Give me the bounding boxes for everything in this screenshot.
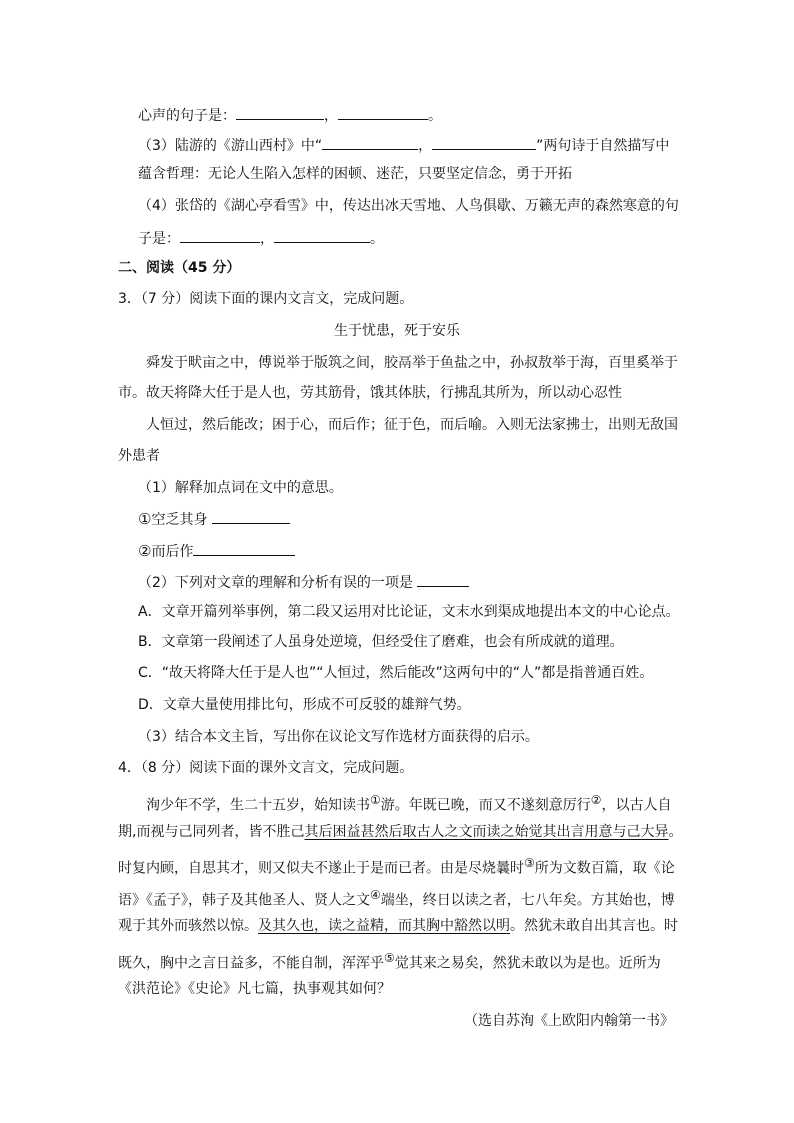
q3-option-c: C．“故天将降大任于是人也”“人恒过，然后能改”这两句中的“人”都是指普通百姓。 xyxy=(138,665,654,681)
q3-sub-2-text: （2）下列对文章的理解和分析有误的一项是 xyxy=(138,575,413,591)
q2-i4-text: （4）张岱的《湖心亭看雪》中，传达出冰天雪地、人鸟俱歇、万籁无声的森然寒意的句 xyxy=(138,198,679,214)
answer-blank[interactable] xyxy=(432,134,536,150)
q4-passage-line xyxy=(118,948,661,972)
q3-option-b: B．文章第一段阐述了人虽身处逆境，但经受住了磨难，也会有所成就的道理。 xyxy=(138,634,624,650)
answer-blank[interactable] xyxy=(236,104,324,120)
q4-text: 所为文数百篇，取《论 xyxy=(534,860,675,877)
q4-passage-line xyxy=(118,885,675,909)
q3-passage-line: 人恒过，然后能改；困于心，而后作；征于色，而后喻。入则无法家拂士，出则无敌国 xyxy=(146,417,678,433)
comma: ， xyxy=(418,138,433,154)
footnote-mark: ② xyxy=(590,793,602,807)
q3-sub-1a xyxy=(138,508,290,528)
q4-passage-line xyxy=(118,822,682,842)
q2-item-4 xyxy=(138,196,679,216)
comma: ， xyxy=(260,231,274,247)
q3-sub-1a-text: 空乏其身 xyxy=(151,512,208,528)
circled-number: ① xyxy=(138,510,152,528)
q3-passage-title: 生于忧患，死于安乐 xyxy=(334,323,460,339)
q4-text: ，以古人自 xyxy=(601,797,672,814)
q2-i4-cont-text: 子是： xyxy=(138,231,180,247)
q4-text: 观于其外而骇然以惊。 xyxy=(118,918,258,934)
q2-line-1 xyxy=(138,104,442,124)
section-heading: 二、阅读（45 分） xyxy=(118,260,241,276)
q3-heading: 3．（7 分）阅读下面的课内文言文，完成问题。 xyxy=(118,291,414,307)
underlined-sentence: 其后困益甚然后取古人之文而读之始觉其出言用意与己大异 xyxy=(304,824,669,840)
q4-passage-line xyxy=(146,790,672,814)
q2-i3-tail: ”两句诗于自然描写中 xyxy=(536,138,670,154)
q4-text: 。 xyxy=(668,824,683,840)
q4-text: 语》《孟子》，韩子及其他圣人、贤人之文 xyxy=(118,892,370,909)
period: 。 xyxy=(370,231,384,247)
q4-passage-line: 《洪范论》《史论》凡七篇，执事观其如何？ xyxy=(118,981,391,997)
q4-text: 觉其来之易矣，然犹未敢以为是也。近所为 xyxy=(394,955,661,972)
period: 。 xyxy=(428,108,442,124)
q4-text: 期,而视与己同列者，皆不胜己 xyxy=(118,824,305,840)
q3-sub-1: （1）解释加点词在文中的意思。 xyxy=(138,480,343,496)
q2-item-4-cont xyxy=(138,227,384,247)
comma: ， xyxy=(324,108,338,124)
q4-passage-line xyxy=(118,916,678,936)
q4-text: 游。年既已晚，而又不遂刻意厉行 xyxy=(380,797,591,814)
footnote-mark: ③ xyxy=(524,856,535,870)
answer-blank[interactable] xyxy=(274,227,370,243)
q2-i3-cont-text: 蕴含哲理：无论人生陷入怎样的困顿、迷茫，只要坚定信念，勇于开拓 xyxy=(138,166,572,182)
q3-passage-line: 外患者 xyxy=(118,448,160,464)
q4-text: 端坐，终日以读之者，七八年矣。方其始也，博 xyxy=(380,892,675,909)
footnote-mark: ④ xyxy=(370,888,381,902)
q4-text: 洵少年不学，生二十五岁，始知读书 xyxy=(146,797,370,814)
footnote-mark: ⑤ xyxy=(384,951,395,965)
q3-sub-1b xyxy=(138,540,295,560)
q3-option-a: A．文章开篇列举事例，第二段又运用对比论证，文末水到渠成地提出本文的中心论点。 xyxy=(138,604,680,620)
q4-passage-line xyxy=(118,853,675,877)
q4-heading: 4．（8 分）阅读下面的课外文言文，完成问题。 xyxy=(118,760,414,776)
q3-option-d: D．文章大量使用排比句，形成不可反驳的雄辩气势。 xyxy=(138,697,471,713)
underlined-sentence: 及其久也，读之益精，而其胸中豁然以明 xyxy=(258,918,510,934)
q3-passage-line: 舜发于畎亩之中，傅说举于版筑之间，胶鬲举于鱼盐之中，孙叔敖举于海，百里奚举于 xyxy=(146,355,678,371)
answer-blank[interactable] xyxy=(417,571,469,587)
q2-item-3-cont xyxy=(138,164,572,184)
q3-passage-line: 市。故天将降大任于是人也，劳其筋骨，饿其体肤，行拂乱其所为，所以动心忍性 xyxy=(118,385,622,401)
q2-item-3 xyxy=(138,134,669,154)
answer-blank[interactable] xyxy=(193,540,295,556)
q3-sub-2 xyxy=(138,571,469,591)
q3-sub-1b-text: 而后作 xyxy=(151,544,194,560)
circled-number: ② xyxy=(138,542,152,560)
q3-sub-3: （3）结合本文主旨，写出你在议论文写作选材方面获得的启示。 xyxy=(138,729,539,745)
q2-l1-text: 心声的句子是： xyxy=(138,108,236,124)
answer-blank[interactable] xyxy=(338,104,428,120)
q4-text: 时复内顾，自思其才，则又似夫不遂止于是而已者。由是尽烧曩时 xyxy=(118,860,524,877)
answer-blank[interactable] xyxy=(180,227,260,243)
footnote-mark: ① xyxy=(370,793,381,807)
q4-text: 。然犹未敢自出其言也。时 xyxy=(510,918,678,934)
q4-text: 既久，胸中之言日益多，不能自制，浑浑乎 xyxy=(118,955,384,972)
answer-blank[interactable] xyxy=(322,134,418,150)
q2-i3-text: （3）陆游的《游山西村》中“ xyxy=(138,138,323,154)
answer-blank[interactable] xyxy=(212,508,290,524)
source-citation: （选自苏洵《上欧阳内翰第一书》 xyxy=(464,1013,674,1029)
